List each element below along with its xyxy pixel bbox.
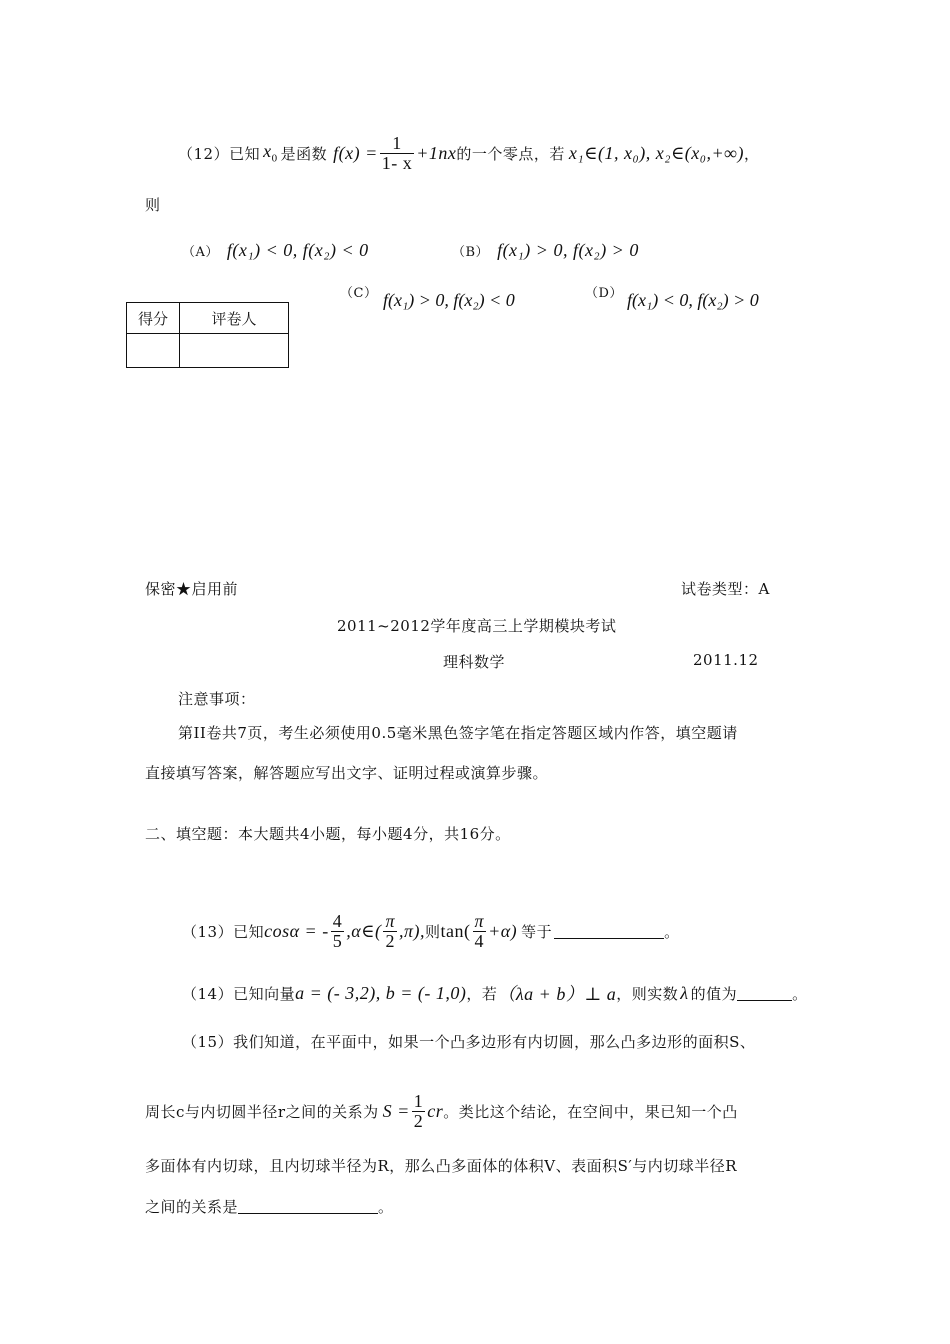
- q13-frac-1-den: 5: [332, 930, 343, 951]
- q15-line-4: 之间的关系是: [145, 1198, 239, 1216]
- exam-title: 2011~2012学年度高三上学期模块考试: [337, 617, 617, 635]
- q14-text-4: 的值为: [690, 984, 738, 1003]
- q15-frac-den: 2: [413, 1110, 424, 1131]
- q15-s-eq: S =: [382, 1100, 410, 1121]
- q15-line-1: 我们知道，在平面中，如果一个凸多边形有内切圆，那么凸多边形的面积S、: [233, 1033, 756, 1051]
- q13-frac-1: [331, 912, 345, 951]
- q15-line-3: 多面体有内切球，且内切球半径为R，那么凸多面体的体积V、表面积S′与内切球半径R: [145, 1157, 738, 1175]
- q15-cr: cr: [427, 1100, 444, 1121]
- question-14: [182, 980, 808, 1006]
- option-a-expr: f(x₁) < 0, f(x₂) < 0: [226, 240, 369, 260]
- q15-number: （15）: [182, 1033, 234, 1051]
- q13-frac-2-den: 2: [385, 930, 395, 951]
- q13-frac-3-num: π: [474, 910, 485, 931]
- question-15-line-4: [145, 1196, 394, 1217]
- q15-line-2a: 周长c与内切圆半径r之间的关系为: [145, 1102, 379, 1121]
- grader-cell[interactable]: [180, 334, 289, 368]
- q15-line-2b: 。类比这个结论，在空间中，果已知一个凸: [443, 1102, 738, 1121]
- q13-frac-3-den: 4: [474, 930, 485, 951]
- q13-tan: tan(: [440, 920, 471, 941]
- q12-x0: $x_0$: [263, 141, 278, 165]
- question-15-line-2: [145, 1086, 738, 1136]
- question-12: [178, 128, 760, 178]
- q13-text-2: 等于: [521, 922, 553, 941]
- q13-frac-1-num: 4: [332, 910, 343, 931]
- q14-number: （14）: [182, 984, 234, 1003]
- q12-frac-num: 1: [380, 134, 415, 154]
- q12-condition: x₁∈(1, x₀), x₂∈(x₀,+∞): [568, 142, 744, 163]
- q14-cond: （λa + b）⊥ a: [497, 984, 617, 1004]
- question-15-line-1: [182, 1031, 755, 1052]
- q12-option-d: [585, 282, 623, 301]
- q12-text-4: ，: [744, 144, 760, 163]
- score-cell[interactable]: [127, 334, 180, 368]
- q13-number: （13）: [182, 922, 234, 941]
- q12-text-1: 已知: [229, 144, 261, 163]
- option-c-expr: f(x₁) > 0, f(x₂) < 0: [383, 290, 515, 310]
- secret-label: 保密★启用前: [145, 580, 239, 598]
- option-d-label: （D）: [585, 286, 623, 301]
- grader-header: 评卷人: [180, 303, 289, 334]
- q14-text-1: 已知向量: [233, 984, 296, 1003]
- q12-option-c: [340, 282, 377, 301]
- q15-end: 。: [378, 1198, 394, 1216]
- q13-end: 。: [664, 922, 680, 941]
- q13-answer-blank[interactable]: [554, 924, 664, 939]
- q12-number: （12）: [178, 144, 230, 163]
- q12-func-lhs: f(x) =: [333, 142, 378, 163]
- q14-end: 。: [792, 984, 808, 1003]
- q14-text-2: ，若: [466, 984, 498, 1003]
- q14-expr: a = (- 3,2), b = (- 1,0): [295, 982, 467, 1003]
- option-c-label: （C）: [340, 286, 378, 301]
- q12-fraction: [380, 134, 415, 173]
- option-b-label: （B）: [452, 245, 490, 260]
- score-table: [126, 302, 289, 368]
- exam-subject: 理科数学: [443, 653, 506, 671]
- q12-text-2: 是函数: [280, 144, 328, 163]
- q12-frac-den: 1- x: [381, 152, 413, 173]
- q13-mid-2: ,π),: [399, 920, 426, 941]
- q15-frac-num: 1: [413, 1090, 424, 1111]
- q13-then: 则: [425, 922, 441, 941]
- exam-date: 2011.12: [693, 651, 759, 669]
- q13-text-1: 已知: [233, 922, 265, 941]
- notice-line-1: 第II卷共7页，考生必须使用0.5毫米黑色签字笔在指定答题区域内作答，填空题请: [178, 724, 738, 742]
- option-b-expr: f(x₁) > 0, f(x₂) > 0: [497, 240, 639, 260]
- q13-cos: cosα = -: [264, 920, 329, 941]
- q13-mid: ,α∈(: [346, 920, 382, 941]
- q12-option-b: [452, 240, 639, 261]
- q12-text-3: 的一个零点，若: [456, 144, 565, 163]
- option-a-label: （A）: [182, 245, 219, 260]
- section-2-heading: 二、填空题：本大题共4小题，每小题4分，共16分。: [145, 825, 511, 843]
- option-d-expr: f(x₁) < 0, f(x₂) > 0: [627, 290, 759, 310]
- score-header: 得分: [127, 303, 180, 334]
- q12-then: 则: [145, 196, 161, 214]
- q14-answer-blank[interactable]: [737, 986, 792, 1001]
- q12-func-tail: +1nx: [416, 142, 457, 163]
- q14-text-3: ，则实数: [616, 984, 679, 1003]
- q13-frac-2-num: π: [385, 910, 396, 931]
- paper-type: 试卷类型：A: [681, 580, 770, 598]
- q13-frac-2: [383, 912, 397, 951]
- q12-option-a: [182, 240, 369, 261]
- q13-tail: +α): [488, 920, 518, 941]
- notice-heading: 注意事项：: [178, 690, 256, 708]
- q13-frac-3: [473, 912, 487, 951]
- question-13: [182, 906, 680, 956]
- q15-answer-blank[interactable]: [238, 1199, 378, 1214]
- notice-line-2: 直接填写答案，解答题应写出文字、证明过程或演算步骤。: [145, 764, 549, 782]
- q15-fraction: [412, 1092, 426, 1131]
- q14-lambda: λ: [680, 982, 689, 1003]
